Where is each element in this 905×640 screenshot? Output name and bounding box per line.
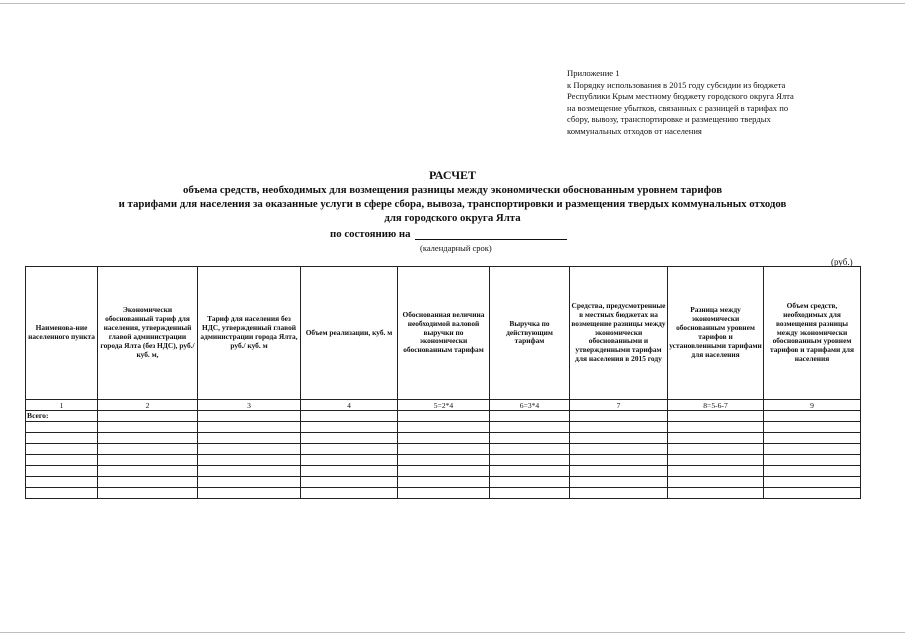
table-cell bbox=[570, 488, 668, 499]
table-cell bbox=[98, 488, 198, 499]
total-label: Всего: bbox=[26, 411, 98, 422]
as-of-label: по состоянию на bbox=[330, 228, 411, 240]
table-cell bbox=[490, 488, 570, 499]
document-subtitle-line-3: для городского округа Ялта bbox=[384, 212, 521, 224]
table-cell bbox=[764, 488, 861, 499]
table-cell bbox=[198, 411, 301, 422]
table-cell bbox=[490, 466, 570, 477]
table-row bbox=[26, 488, 861, 499]
table-cell bbox=[398, 422, 490, 433]
table-cell bbox=[26, 455, 98, 466]
table-cell bbox=[570, 477, 668, 488]
table-cell bbox=[26, 477, 98, 488]
table-row bbox=[26, 477, 861, 488]
table-cell bbox=[198, 477, 301, 488]
table-cell bbox=[301, 422, 398, 433]
table-row bbox=[26, 433, 861, 444]
period-hint: (календарный срок) bbox=[420, 243, 492, 253]
table-cell bbox=[301, 488, 398, 499]
table-cell bbox=[398, 477, 490, 488]
appendix-line: на возмещение убытков, связанных с разницей в тарифах по bbox=[567, 102, 789, 113]
table-cell bbox=[398, 411, 490, 422]
table-row bbox=[26, 422, 861, 433]
table-cell bbox=[764, 433, 861, 444]
table-cell bbox=[668, 411, 764, 422]
column-header: Объем реализации, куб. м bbox=[301, 267, 398, 400]
table-cell bbox=[26, 466, 98, 477]
appendix-line: сбору, вывозу, транспортировке и размещению твердых bbox=[567, 114, 771, 125]
table-cell bbox=[301, 466, 398, 477]
currency-unit: (руб.) bbox=[831, 257, 853, 267]
table-cell bbox=[98, 477, 198, 488]
table-cell bbox=[764, 411, 861, 422]
table-cell bbox=[198, 488, 301, 499]
column-number: 3 bbox=[198, 400, 301, 411]
table-cell bbox=[98, 455, 198, 466]
column-header: Разница между экономически обоснованным уровнем тарифов и установленными тарифами для населения bbox=[668, 267, 764, 400]
table-cell bbox=[764, 477, 861, 488]
document-title: РАСЧЕТ bbox=[428, 168, 477, 182]
table-cell bbox=[301, 433, 398, 444]
table-cell bbox=[301, 477, 398, 488]
column-number-row bbox=[26, 400, 861, 411]
table-row bbox=[26, 466, 861, 477]
table-cell bbox=[570, 411, 668, 422]
column-number: 9 bbox=[764, 400, 861, 411]
column-number: 1 bbox=[26, 400, 98, 411]
total-row bbox=[26, 411, 861, 422]
as-of-date bbox=[330, 228, 567, 240]
document-subtitle-line-1: объема средств, необходимых для возмещения разницы между экономически обоснованным уровнем тарифов bbox=[182, 184, 723, 196]
column-header: Наименова-ние населенного пункта bbox=[26, 267, 98, 400]
appendix-note bbox=[567, 68, 867, 138]
table-cell bbox=[764, 444, 861, 455]
table-cell bbox=[570, 422, 668, 433]
table-cell bbox=[668, 433, 764, 444]
table-cell bbox=[301, 455, 398, 466]
scan-edge-top bbox=[0, 3, 905, 4]
table-cell bbox=[198, 466, 301, 477]
appendix-line: к Порядку использования в 2015 году субсидии из бюджета bbox=[567, 79, 786, 90]
table-cell bbox=[668, 422, 764, 433]
column-number: 6=3*4 bbox=[490, 400, 570, 411]
table-cell bbox=[98, 422, 198, 433]
table-cell bbox=[98, 433, 198, 444]
column-header: Объем средств, необходимых для возмещения разницы между экономически обоснованным уровнем тарифов и тарифами для населения bbox=[764, 267, 861, 400]
table-cell bbox=[98, 466, 198, 477]
table-cell bbox=[98, 411, 198, 422]
table-cell bbox=[198, 433, 301, 444]
table-cell bbox=[764, 466, 861, 477]
as-of-date-blank bbox=[415, 228, 567, 240]
scan-edge-bottom bbox=[0, 632, 905, 633]
table-cell bbox=[26, 433, 98, 444]
column-header: Обоснованная величина необходимой валовой выручки по экономически обоснованным тарифам bbox=[398, 267, 490, 400]
table-cell bbox=[198, 455, 301, 466]
table-cell bbox=[98, 444, 198, 455]
table-row bbox=[26, 455, 861, 466]
table-cell bbox=[764, 422, 861, 433]
column-number: 7 bbox=[570, 400, 668, 411]
column-number: 5=2*4 bbox=[398, 400, 490, 411]
table-cell bbox=[490, 433, 570, 444]
table-cell bbox=[490, 411, 570, 422]
table-cell bbox=[198, 444, 301, 455]
column-number: 8=5-6-7 bbox=[668, 400, 764, 411]
document-subtitle-line-2: и тарифами для населения за оказанные услуги в сфере сбора, вывоза, транспортировки и размещения твердых коммунальных отходов bbox=[118, 198, 787, 210]
column-header: Экономически обоснованный тариф для населения, утвержденный главой администрации города Ялта (без НДС), руб./ куб. м, bbox=[98, 267, 198, 400]
table-cell bbox=[398, 433, 490, 444]
column-header: Выручка по действующим тарифам bbox=[490, 267, 570, 400]
table-cell bbox=[570, 466, 668, 477]
table-cell bbox=[668, 488, 764, 499]
table-cell bbox=[198, 422, 301, 433]
table-cell bbox=[668, 477, 764, 488]
table-cell bbox=[26, 488, 98, 499]
column-number: 4 bbox=[301, 400, 398, 411]
table-cell bbox=[490, 422, 570, 433]
table-cell bbox=[398, 488, 490, 499]
table-header-row bbox=[26, 267, 861, 400]
table-cell bbox=[398, 444, 490, 455]
calculation-table bbox=[25, 266, 861, 499]
table-cell bbox=[301, 444, 398, 455]
table-row bbox=[26, 444, 861, 455]
table-cell bbox=[764, 455, 861, 466]
table-cell bbox=[490, 455, 570, 466]
table-cell bbox=[668, 466, 764, 477]
table-cell bbox=[301, 411, 398, 422]
table-cell bbox=[570, 444, 668, 455]
table-cell bbox=[570, 455, 668, 466]
table-cell bbox=[26, 444, 98, 455]
table-cell bbox=[490, 444, 570, 455]
table-cell bbox=[570, 433, 668, 444]
table-cell bbox=[398, 466, 490, 477]
table-cell bbox=[398, 455, 490, 466]
column-header: Тариф для населения без НДС, утвержденный главой администрации города Ялта, руб./ куб. м bbox=[198, 267, 301, 400]
column-header: Средства, предусмотренные в местных бюджетах на возмещение разницы между экономически обоснованными и утвержденными тарифам для населения в 2015 году bbox=[570, 267, 668, 400]
table-cell bbox=[668, 455, 764, 466]
column-number: 2 bbox=[98, 400, 198, 411]
appendix-line: коммунальных отходов от населения bbox=[567, 125, 702, 136]
table-cell bbox=[668, 444, 764, 455]
table-cell bbox=[490, 477, 570, 488]
table-cell bbox=[26, 422, 98, 433]
appendix-line: Приложение 1 bbox=[567, 68, 620, 78]
appendix-line: Республики Крым местному бюджету городского округа Ялта bbox=[567, 91, 794, 102]
